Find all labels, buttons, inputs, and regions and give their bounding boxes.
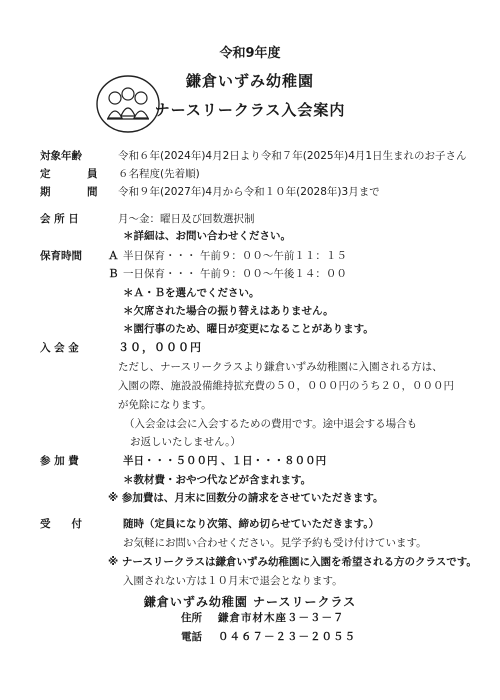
address-label: 住所 [181, 612, 202, 624]
participation-fee-billing-note: ※ 参加費は、月末に回数分の請求をさせていただきます。 [108, 492, 384, 504]
period-label-b: 間 [87, 186, 98, 198]
phone-value: ０４６７－２３－２０５５ [218, 631, 356, 643]
admission-fee-amount: ３０，０００円 [118, 341, 202, 354]
reception-line: ※ ナースリークラスは鎌倉いずみ幼稚園に入園を希望される方のクラスです。 [108, 556, 477, 568]
hours-note: ＊欠席された場合の振り替えはありません。 [123, 305, 334, 317]
hours-label: 保育時間 [40, 250, 82, 262]
participation-fee-note: ＊教材費・おやつ代などが含まれます。 [123, 474, 312, 486]
period-value: 令和９年(2027年)4月から令和１０年(2028年)3月まで [118, 186, 380, 198]
reception-line: 入園されない方は１０月末で退会となります。 [123, 575, 343, 587]
capacity-value: ６名程度(先着順) [118, 168, 200, 180]
admission-fee-line: が免除になります。 [118, 399, 212, 411]
hours-note: ＊Ａ・Ｂを選んでください。 [123, 287, 260, 299]
hours-a-mark: Ａ [108, 250, 119, 262]
target-age-value: 令和６年(2024年)4月2日より令和７年(2025年)4月1日生まれのお子さん [118, 150, 467, 162]
admission-fee-line: 入園の際、施設設備維持拡充費の５０，０００円のうち２０，０００円 [118, 380, 454, 392]
school-name: 鎌倉いずみ幼稚園 [185, 72, 314, 90]
target-age-label: 対象年齢 [40, 150, 82, 162]
participation-fee-label: 参 加 費 [40, 455, 79, 467]
admission-fee-line: お返しいたしません。） [130, 436, 241, 448]
hours-a-text: 半日保育・・・ 午前９：００～午前１１：１５ [123, 250, 347, 262]
reception-line: お気軽にお問い合わせください。見学予約も受け付けています。 [123, 537, 427, 549]
period-label-a: 期 [40, 186, 51, 198]
reception-label: 受 付 [40, 518, 82, 530]
phone-label: 電話 [181, 631, 202, 643]
footer-title: 鎌倉いずみ幼稚園 ナースリークラス [143, 595, 357, 609]
open-days-value: 月～金：曜日及び回数選択制 [118, 213, 255, 225]
open-days-note: ＊詳細は、お問い合わせください。 [123, 230, 291, 242]
address-value: 鎌倉市材木座３－３－７ [218, 612, 345, 624]
hours-b-text: 一日保育・・・ 午前９：００～午後１４：００ [123, 268, 347, 280]
reception-value: 随時（定員になり次第、締め切らせていただきます。） [123, 518, 380, 530]
hours-note: ＊園行事のため、曜日が変更になることがあります。 [123, 323, 374, 335]
capacity-label-b: 員 [87, 168, 98, 180]
year-title: 令和9年度 [219, 46, 281, 61]
hours-b-mark: Ｂ [108, 268, 119, 280]
open-days-label: 会 所 日 [40, 213, 79, 225]
admission-fee-line: ただし、ナースリークラスより鎌倉いずみ幼稚園に入園される方は、 [118, 361, 443, 373]
capacity-label-a: 定 [40, 168, 51, 180]
guide-title: ナースリークラス入会案内 [154, 101, 346, 119]
admission-fee-label: 入 会 金 [40, 342, 79, 354]
participation-fee-value: 半日・・・５００円 、１日・・・８００円 [123, 455, 327, 467]
admission-fee-line: （入会金は会に入会するための費用です。途中退会する場合も [124, 418, 418, 430]
